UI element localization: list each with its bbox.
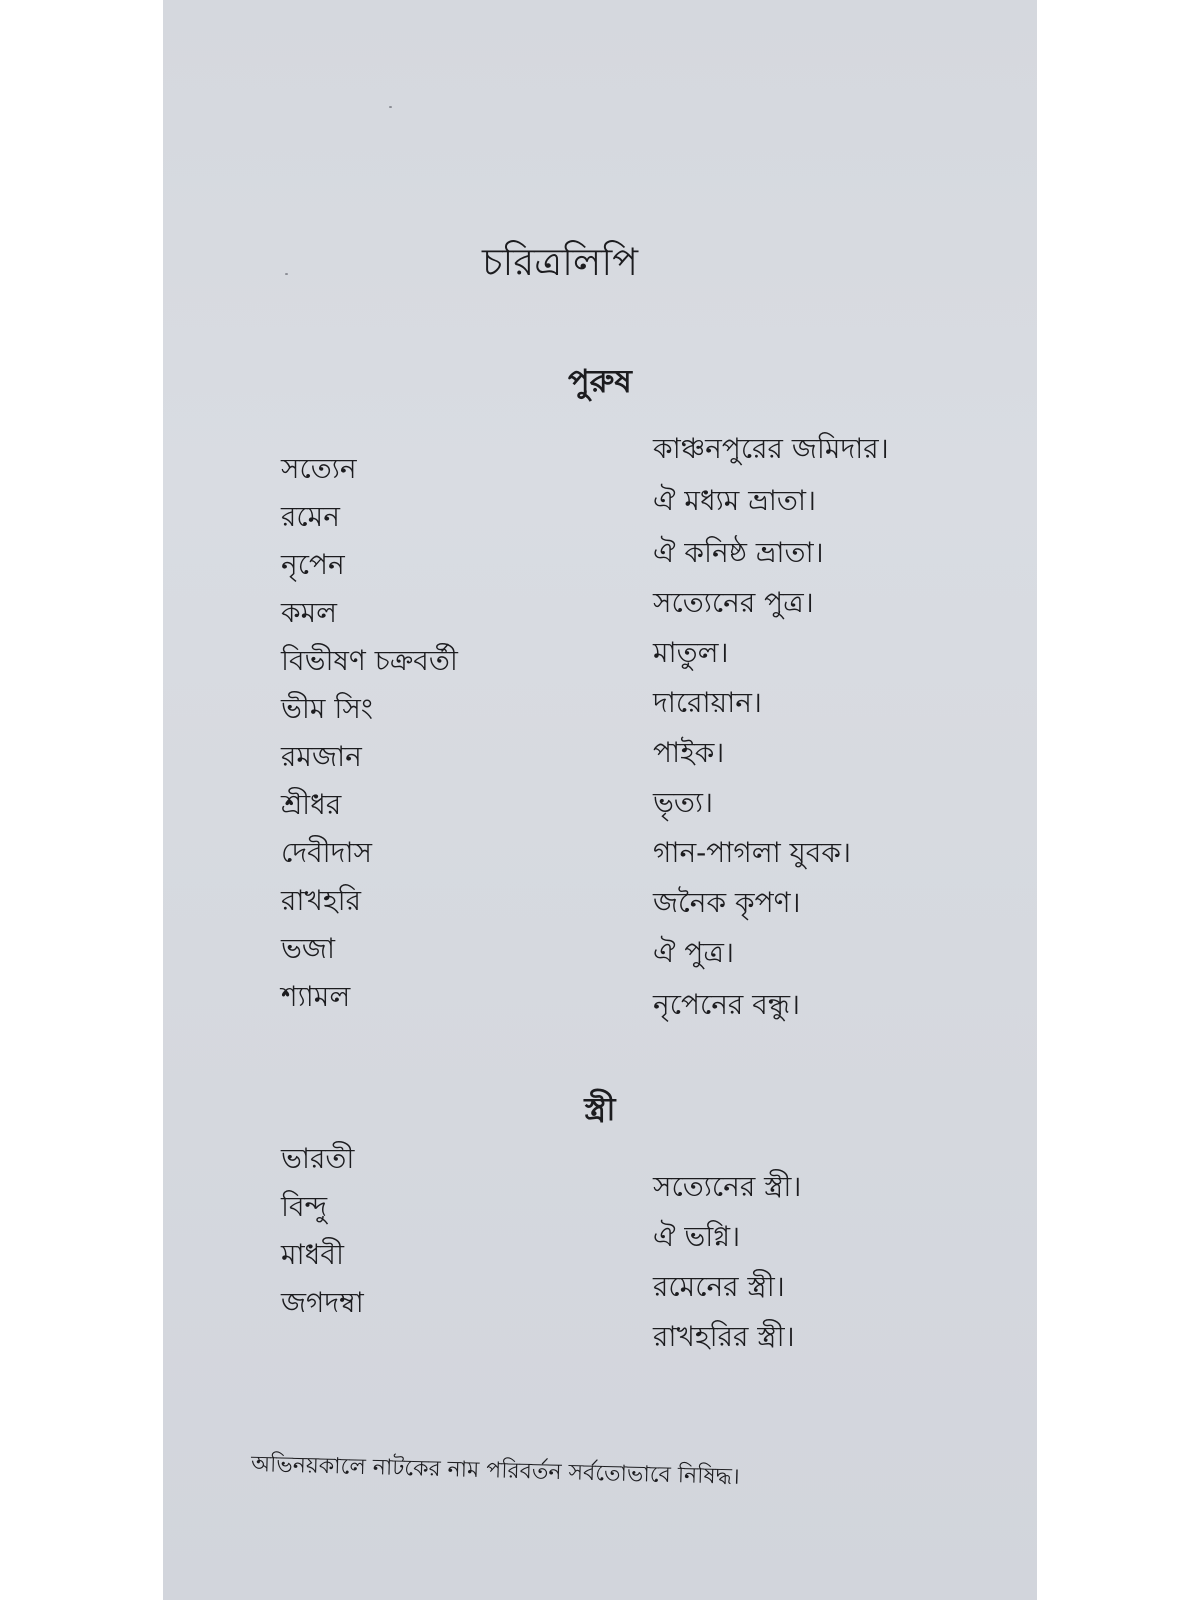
character-role: ঐ কনিষ্ঠ ভ্রাতা।	[653, 536, 824, 569]
character-role: সত্যেনের স্ত্রী।	[653, 1170, 802, 1203]
character-name: শ্রীধর	[281, 788, 342, 821]
character-role: ঐ ভগ্নি।	[653, 1220, 741, 1253]
book-page	[163, 0, 1037, 1600]
character-name: দেবীদাস	[281, 836, 372, 869]
character-name: বিন্দু	[281, 1190, 328, 1223]
character-role: ঐ মধ্যম ভ্রাতা।	[653, 484, 817, 517]
character-role: দারোয়ান।	[653, 686, 762, 719]
character-name: শ্যামল	[281, 980, 351, 1013]
character-name: কমল	[281, 596, 337, 629]
character-role: রমেনের স্ত্রী।	[653, 1270, 785, 1303]
character-role: কাঞ্চনপুরের জমিদার।	[653, 432, 889, 465]
character-name: জগদম্বা	[281, 1286, 364, 1319]
character-name: সত্যেন	[281, 452, 357, 485]
performance-note: অভিনয়কালে নাটকের নাম পরিবর্তন সর্বতোভাবে নিষিদ্ধ।	[250, 1452, 740, 1490]
character-name: রাখহরি	[281, 884, 362, 917]
character-name: ভীম সিং	[281, 692, 373, 725]
page-title: চরিত্রলিপি	[481, 240, 639, 284]
character-name: মাধবী	[281, 1238, 344, 1271]
paper-speck	[389, 106, 392, 108]
character-role: রাখহরির স্ত্রী।	[653, 1320, 795, 1353]
section-heading-female: স্ত্রী	[584, 1090, 616, 1128]
character-role: পাইক।	[653, 736, 725, 769]
character-name: ভারতী	[281, 1142, 355, 1175]
character-name: বিভীষণ চক্রবর্তী	[281, 644, 458, 677]
character-role: জনৈক কৃপণ।	[653, 886, 801, 919]
character-role: গান-পাগলা যুবক।	[653, 836, 851, 869]
character-name: রমজান	[281, 740, 362, 773]
section-heading-male: পুরুষ	[568, 362, 632, 400]
character-role: ভৃত্য।	[653, 786, 714, 819]
character-name: নৃপেন	[281, 548, 345, 581]
character-role: নৃপেনের বন্ধু।	[653, 988, 801, 1021]
character-role: সত্যেনের পুত্র।	[653, 586, 814, 619]
character-name: রমেন	[281, 500, 340, 533]
character-role: মাতুল।	[653, 636, 729, 669]
character-name: ভজা	[281, 932, 336, 965]
character-role: ঐ পুত্র।	[653, 936, 734, 969]
